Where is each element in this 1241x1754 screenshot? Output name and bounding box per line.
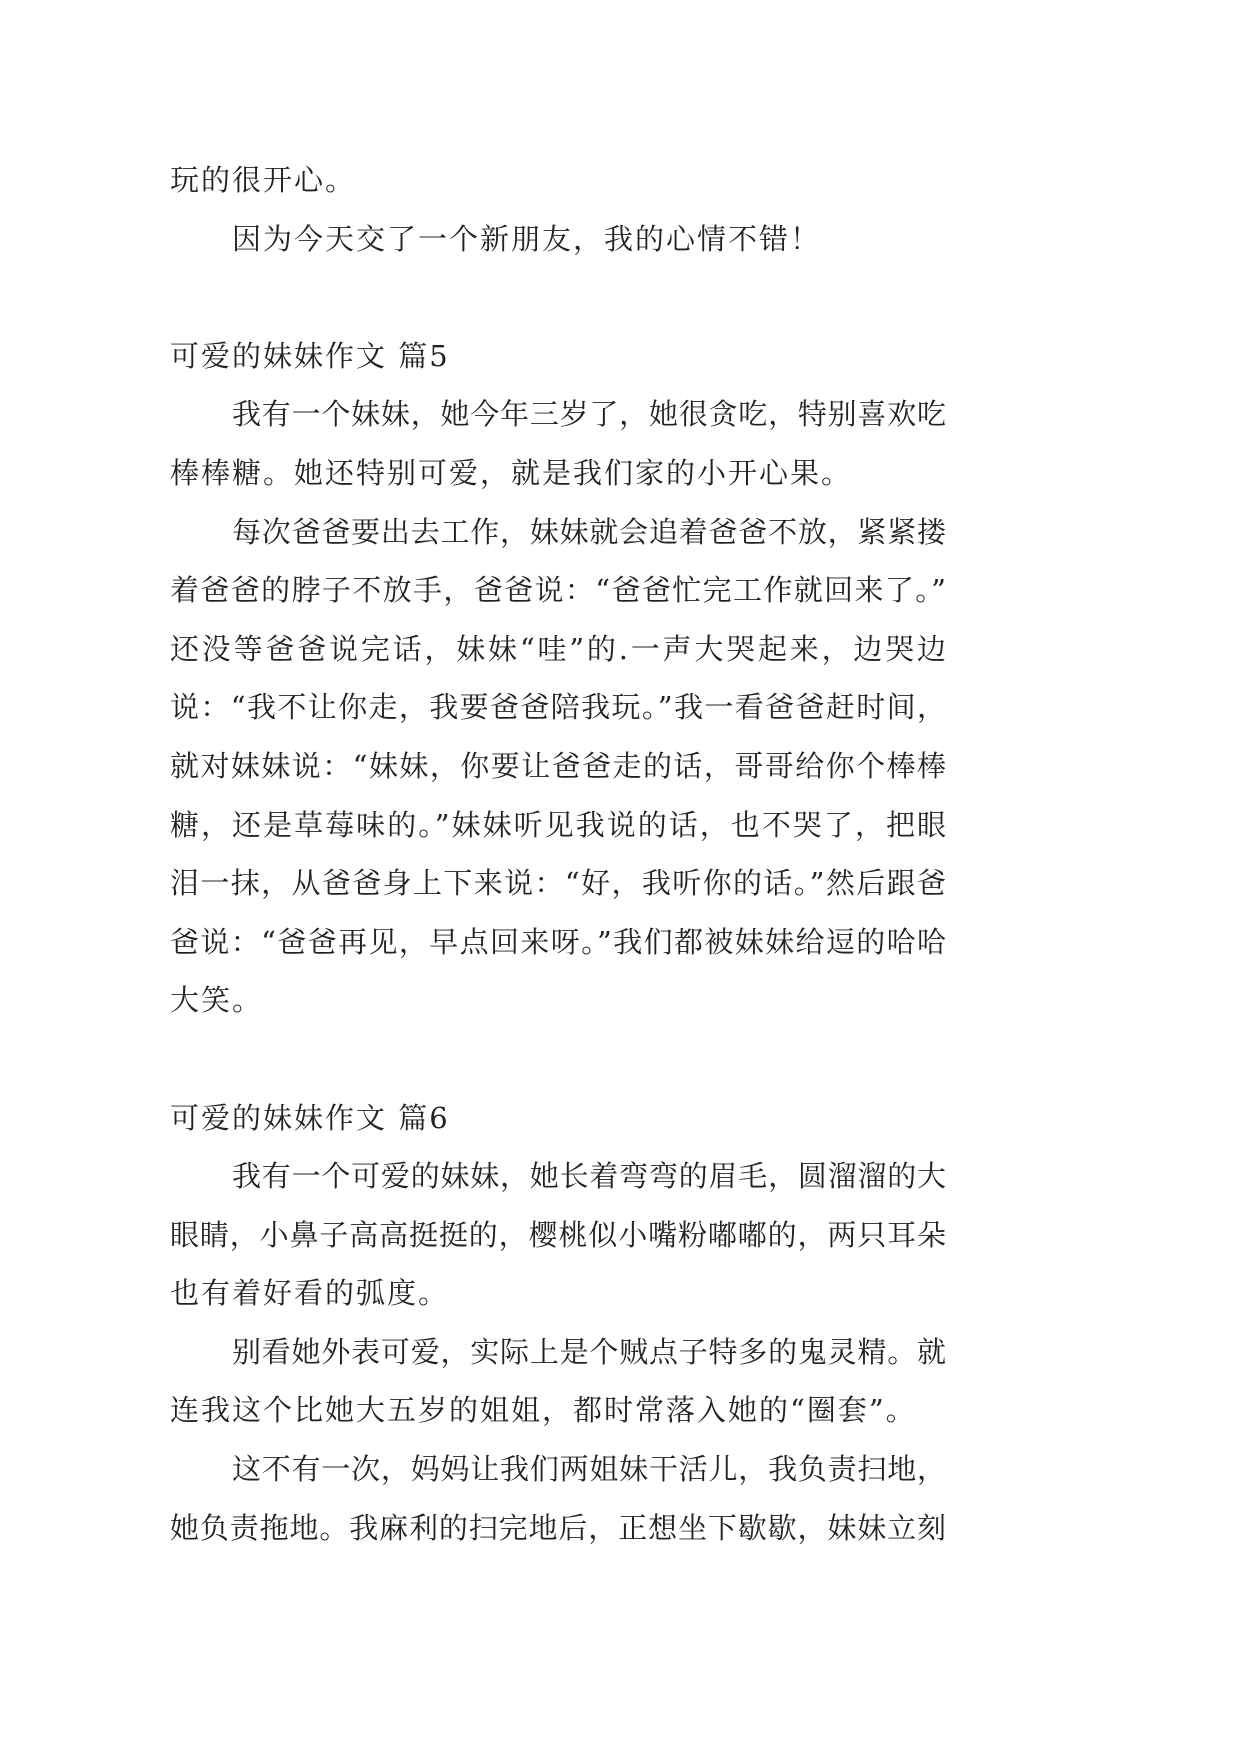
- text-line: 我有一个可爱的妹妹，她长着弯弯的眉毛，圆溜溜的大: [232, 1159, 946, 1194]
- text-line: 棒棒糖。她还特别可爱，就是我们家的小开心果。: [170, 455, 853, 490]
- paragraph: [170, 1440, 946, 1557]
- text-line: 眼睛，小鼻子高高挺挺的，樱桃似小嘴粉嘟嘟的，两只耳朵: [170, 1217, 946, 1252]
- paragraph: [170, 1323, 946, 1440]
- text-line: 糖，还是草莓味的。”妹妹听见我说的话，也不哭了，把眼: [170, 807, 946, 842]
- text-line: 说：“我不让你走，我要爸爸陪我玩。”我一看爸爸赶时间，: [170, 690, 946, 725]
- paragraph: [170, 210, 946, 269]
- text-line: 爸说：“爸爸再见，早点回来呀。”我们都被妹妹给逗的哈哈: [170, 924, 946, 959]
- text-line: 玩的很开心。: [170, 163, 357, 197]
- text-line: 连我这个比她大五岁的姐姐，都时常落入她的“圈套”。: [170, 1393, 917, 1428]
- text-line: 我有一个妹妹，她今年三岁了，她很贪吃，特别喜欢吃: [232, 397, 946, 432]
- text-line: 就对妹妹说：“妹妹，你要让爸爸走的话，哥哥给你个棒棒: [170, 748, 946, 783]
- paragraph: [170, 1147, 946, 1323]
- text-line: 每次爸爸要出去工作，妹妹就会追着爸爸不放，紧紧搂: [232, 514, 946, 549]
- document-body: [170, 151, 946, 1557]
- paragraph: [170, 151, 946, 210]
- text-line: 大笑。: [170, 983, 264, 1018]
- text-line: 因为今天交了一个新朋友，我的心情不错！: [232, 221, 822, 256]
- paragraph: [170, 503, 946, 1030]
- text-line: 泪一抹，从爸爸身上下来说：“好，我听你的话。”然后跟爸: [170, 866, 946, 901]
- text-line: 别看她外表可爱，实际上是个贼点子特多的鬼灵精。就: [232, 1334, 946, 1369]
- section-title: 可爱的妹妹作文 篇5: [170, 338, 450, 373]
- section-heading: [170, 327, 946, 386]
- section-title: 可爱的妹妹作文 篇6: [170, 1100, 450, 1135]
- text-line: 这不有一次，妈妈让我们两姐妹干活儿，我负责扫地，: [232, 1452, 946, 1487]
- text-line: 她负责拖地。我麻利的扫完地后，正想坐下歇歇，妹妹立刻: [170, 1510, 946, 1545]
- section-heading: [170, 1089, 946, 1148]
- paragraph: [170, 385, 946, 502]
- text-line: 也有着好看的弧度。: [170, 1276, 450, 1311]
- text-line: 还没等爸爸说完话，妹妹“哇”的.一声大哭起来，边哭边: [170, 631, 946, 666]
- text-line: 着爸爸的脖子不放手，爸爸说：“爸爸忙完工作就回来了。”: [170, 573, 946, 608]
